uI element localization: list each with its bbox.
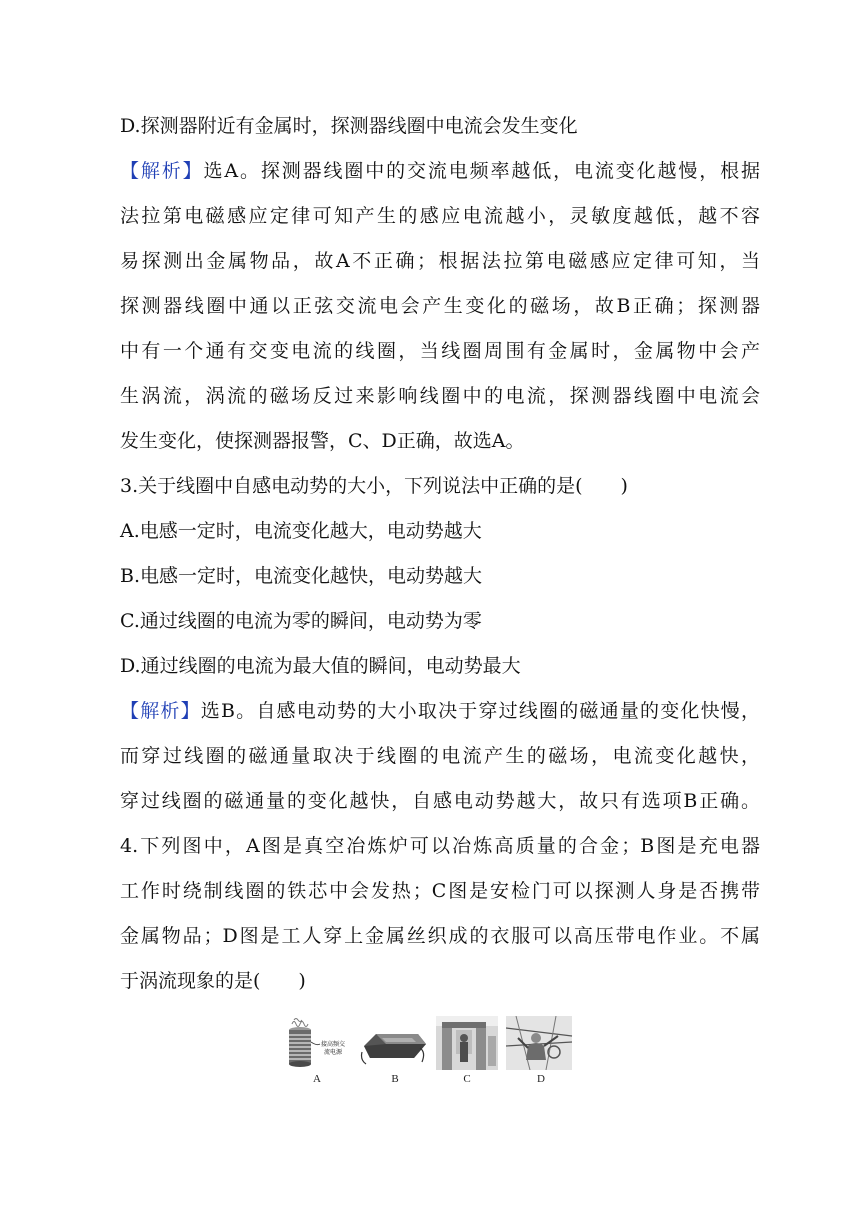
- figure-c-label: C: [463, 1073, 471, 1085]
- analysis-q2-line-3: 易探测出金属物品，故A不正确；根据法拉第电磁感应定律可知，当: [120, 250, 760, 272]
- analysis-q3-line-1: [120, 699, 760, 723]
- option-c-q3: C.通过线圈的电流为零的瞬间，电动势为零: [120, 610, 482, 632]
- figure-b-charger: [360, 1016, 430, 1070]
- analysis-q2-line-7: 发生变化，使探测器报警，C、D正确，故选A。: [120, 430, 525, 452]
- analysis-q2-line-5: 中有一个通有交变电流的线圈，当线圈周围有金属时，金属物中会产: [120, 340, 760, 362]
- figure-c-security-gate: [436, 1016, 506, 1070]
- question-4-line-1: 4.下列图中，A图是真空冶炼炉可以冶炼高质量的合金；B图是充电器: [120, 835, 760, 857]
- analysis-q3-line-3: 穿过线圈的磁通量的变化越快，自感电动势越大，故只有选项B正确。: [120, 790, 760, 812]
- option-b-q3: B.电感一定时，电流变化越快，电动势越大: [120, 565, 483, 587]
- analysis-q2-line-2: 法拉第电磁感应定律可知产生的感应电流越小，灵敏度越低，越不容: [120, 205, 760, 227]
- question-4-line-2: 工作时绕制线圈的铁芯中会发热；C图是安检门可以探测人身是否携带: [120, 880, 760, 902]
- analysis-q3-line-2: 而穿过线圈的磁通量取决于线圈的电流产生的磁场，电流变化越快，: [120, 745, 760, 767]
- svg-text:接高频交: 接高频交: [321, 1041, 346, 1048]
- question-3-stem: 3.关于线圈中自感电动势的大小，下列说法中正确的是( ): [120, 475, 628, 497]
- svg-text:流电源: 流电源: [324, 1049, 343, 1056]
- option-d-q2: D.探测器附近有金属时，探测器线圈中电流会发生变化: [120, 115, 578, 137]
- analysis-q2-line-1: [120, 159, 760, 183]
- figure-d-lineworker: [506, 1016, 576, 1070]
- charger-icon: [360, 1016, 430, 1070]
- question-4-line-4: 于涡流现象的是( ): [120, 970, 306, 992]
- analysis-text: 选A。探测器线圈中的交流电频率越低，电流变化越慢，根据: [203, 160, 760, 182]
- security-gate-icon: [436, 1016, 506, 1070]
- question-4-line-3: 金属物品；D图是工人穿上金属丝织成的衣服可以高压带电作业。不属: [120, 925, 760, 947]
- figure-d-label: D: [537, 1073, 545, 1085]
- analysis-q2-line-4: 探测器线圈中通以正弦交流电会产生变化的磁场，故B正确；探测器: [120, 295, 760, 317]
- furnace-coil-icon: [282, 1016, 352, 1070]
- analysis-tag: 【解析】: [120, 160, 204, 182]
- lineworker-icon: [506, 1016, 576, 1070]
- option-d-q3: D.通过线圈的电流为最大值的瞬间，电动势最大: [120, 655, 521, 677]
- figure-a-label: A: [313, 1073, 321, 1085]
- analysis-tag: 【解析】: [120, 700, 201, 722]
- option-a-q3: A.电感一定时，电流变化越大，电动势越大: [120, 520, 482, 542]
- analysis-text: 选B。自感电动势的大小取决于穿过线圈的磁通量的变化快慢，: [200, 700, 760, 722]
- analysis-q2-line-6: 生涡流，涡流的磁场反过来影响线圈中的电流，探测器线圈中电流会: [120, 385, 760, 407]
- figure-a-furnace: [282, 1016, 352, 1070]
- figure-b-label: B: [391, 1073, 399, 1085]
